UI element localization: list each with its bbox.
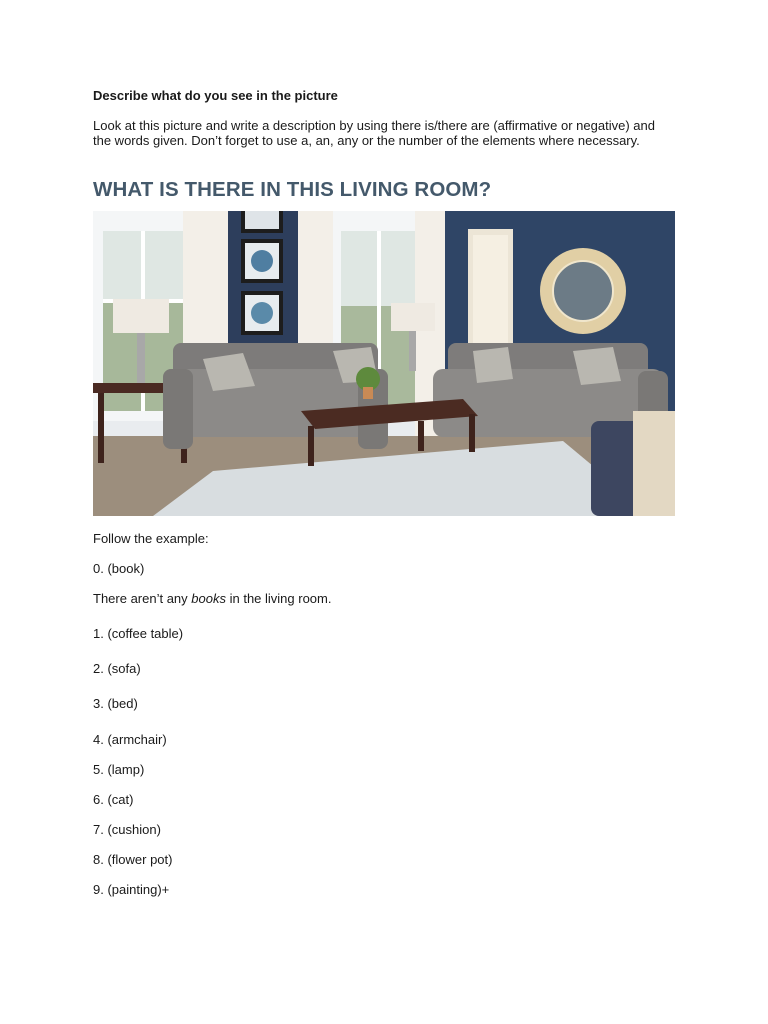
list-item: 6. (cat) [93,792,134,807]
follow-example-label: Follow the example: [93,531,209,546]
list-item: 9. (painting)+ [93,882,170,897]
example-answer-start: There aren’t any [93,591,192,606]
example-answer-italic: books [191,591,226,606]
list-item: 5. (lamp) [93,762,145,777]
instructions: Look at this picture and write a description by using there is/there are (affirmative or negative) and the words given. Don’t forget to use a, an, any or the number of the elements where necessary. [93,118,655,148]
list-item: 8. (flower pot) [93,852,173,867]
page-heading: WHAT IS THERE IN THIS LIVING ROOM? [93,178,492,201]
list-item: 4. (armchair) [93,732,167,747]
living-room-photo [93,211,675,516]
list-item: 3. (bed) [93,696,138,711]
list-item: 7. (cushion) [93,822,161,837]
list-item: 2. (sofa) [93,661,141,676]
example-item: 0. (book) [93,561,145,576]
example-answer [93,591,331,606]
example-answer-end: in the living room. [225,591,332,606]
list-item: 1. (coffee table) [93,626,184,641]
subtitle: Describe what do you see in the picture [93,88,338,103]
